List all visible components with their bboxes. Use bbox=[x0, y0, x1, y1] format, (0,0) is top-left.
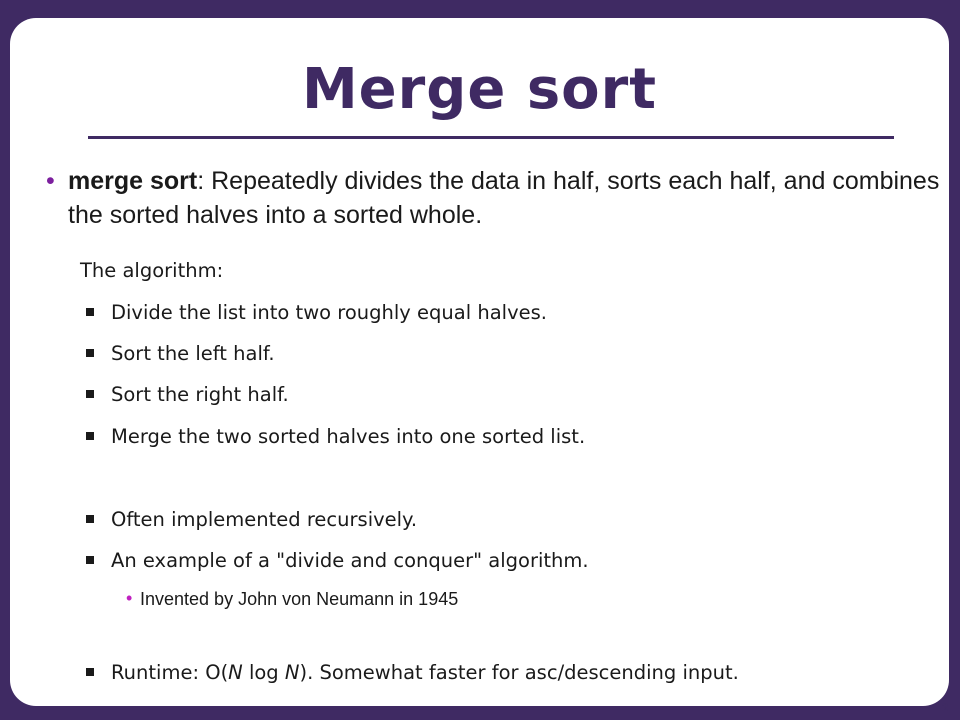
main-bullet bbox=[46, 164, 951, 232]
runtime-mid: log bbox=[242, 661, 285, 684]
algorithm-step bbox=[86, 425, 586, 448]
main-bullet-definition: : Repeatedly divides the data in half, sorts each half, and combines the sorted halves into a sorted whole. bbox=[68, 167, 940, 229]
note-label: Often implemented recursively. bbox=[111, 508, 418, 531]
runtime-item bbox=[86, 661, 739, 684]
note-label: An example of a "divide and conquer" algorithm. bbox=[111, 549, 589, 572]
runtime-prefix: Runtime: O( bbox=[111, 661, 229, 684]
page-number: 2 bbox=[941, 702, 948, 714]
runtime-n1: N bbox=[228, 661, 243, 684]
square-bullet-icon bbox=[86, 432, 94, 440]
title-underline bbox=[88, 136, 894, 139]
algorithm-heading: The algorithm: bbox=[80, 259, 224, 282]
bullet-dot-icon: • bbox=[46, 167, 55, 195]
main-bullet-term: merge sort bbox=[68, 167, 198, 195]
algorithm-step-label: Divide the list into two roughly equal halves. bbox=[111, 301, 547, 324]
algorithm-step-label: Merge the two sorted halves into one sorted list. bbox=[111, 425, 586, 448]
algorithm-step-label: Sort the right half. bbox=[111, 383, 289, 406]
algorithm-step-label: Sort the left half. bbox=[111, 342, 275, 365]
sub-bullet-dot-icon: • bbox=[126, 588, 133, 608]
slide bbox=[10, 18, 949, 706]
square-bullet-icon bbox=[86, 556, 94, 564]
algorithm-step bbox=[86, 342, 275, 365]
algorithm-step bbox=[86, 301, 547, 324]
algorithm-step bbox=[86, 383, 289, 406]
note-item bbox=[86, 508, 418, 531]
runtime-label bbox=[111, 661, 739, 684]
square-bullet-icon bbox=[86, 349, 94, 357]
main-bullet-text bbox=[46, 164, 951, 232]
runtime-n2: N bbox=[284, 661, 300, 684]
square-bullet-icon bbox=[86, 515, 94, 523]
square-bullet-icon bbox=[86, 308, 94, 316]
runtime-suffix: ). Somewhat faster for asc/descending input. bbox=[299, 661, 739, 684]
note-item bbox=[86, 549, 589, 572]
sub-note bbox=[126, 588, 459, 609]
slide-title: Merge sort bbox=[301, 57, 658, 122]
sub-note-label: Invented by John von Neumann in 1945 bbox=[140, 589, 459, 609]
square-bullet-icon bbox=[86, 390, 94, 398]
square-bullet-icon bbox=[86, 668, 94, 676]
